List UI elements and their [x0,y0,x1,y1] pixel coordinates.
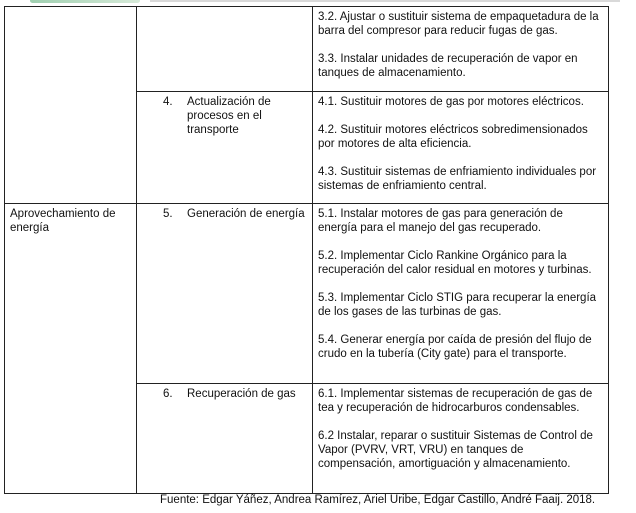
process-label: Actualización de procesos en el transporte [187,96,271,136]
table-row [5,7,609,92]
process-cell [137,92,313,204]
decorative-green-bar [30,0,140,3]
action-item: 6.1. Implementar sistemas de recuperación de gas de tea y recuperación de hidrocarburos condensables. [318,388,593,414]
actions-cell [313,92,609,204]
page-top-edge [0,0,636,5]
source-caption: Fuente: Edgar Yáñez, Andrea Ramírez, Ariel Uribe, Edgar Castillo, André Faaij. 2018. [160,494,596,506]
process-cell [137,384,313,494]
action-item: 5.2. Implementar Ciclo Rankine Orgánico para la recuperación del calor residual en motores y turbinas. [318,250,592,276]
action-item: 4.1. Sustituir motores de gas por motores eléctricos. [318,96,584,108]
table-row [5,204,609,384]
action-item: 5.4. Generar energía por caída de presión del flujo de crudo en la tubería (City gate) para el transporte. [318,334,592,360]
action-item: 5.1. Instalar motores de gas para generación de energía para el manejo del gas recuperado. [318,208,563,234]
actions-cell [313,7,609,92]
process-number: 5. [163,208,173,220]
decorative-gray-bar [150,0,620,2]
action-item: 3.3. Instalar unidades de recuperación de vapor en tanques de almacenamiento. [318,53,578,79]
process-number: 4. [163,96,173,108]
process-cell [137,7,313,92]
category-cell [5,7,137,204]
action-item: 4.3. Sustituir sistemas de enfriamiento individuales por sistemas de enfriamiento central. [318,166,597,192]
action-item: 3.2. Ajustar o sustituir sistema de empaquetadura de la barra del compresor para reducir fugas de gas. [318,11,599,37]
process-label: Recuperación de gas [187,388,296,400]
actions-cell [313,384,609,494]
category-label: Aprovechamiento de energía [10,208,116,234]
actions-cell [313,204,609,384]
category-cell [5,204,137,494]
process-number: 6. [163,388,173,400]
action-item: 6.2 Instalar, reparar o sustituir Sistemas de Control de Vapor (PVRV, VRT, VRU) en tanques de compensación, amortiguación y almacenamiento. [318,430,593,470]
measures-table [4,6,609,494]
action-item: 5.3. Implementar Ciclo STIG para recuperar la energía de los gases de las turbinas de gas. [318,292,597,318]
process-label: Generación de energía [187,208,305,220]
process-cell [137,204,313,384]
action-item: 4.2. Sustituir motores eléctricos sobredimensionados por motores de alta eficiencia. [318,124,588,150]
